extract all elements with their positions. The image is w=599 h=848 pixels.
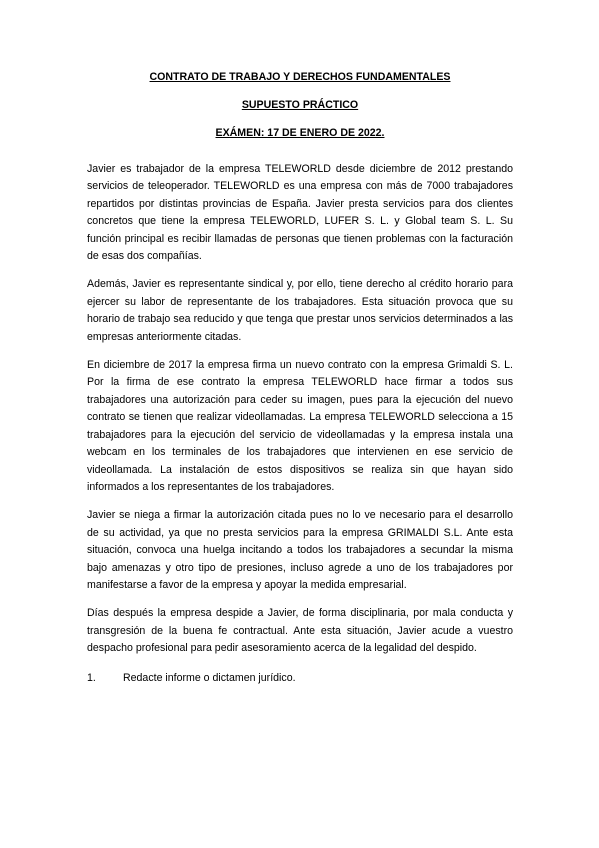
- paragraph-2: Además, Javier es representante sindical y, por ello, tiene derecho al crédito horario para ejercer su labor de representante de los trabajadores. Esta situación provoca que su horario de trabajo sea reducido y que tenga que prestar unos servicios determinados a las empresas anteriormente citadas.: [87, 278, 513, 343]
- paragraph-1: Javier es trabajador de la empresa TELEWORLD desde diciembre de 2012 prestando servicios de teleoperador. TELEWORLD es una empresa con más de 7000 trabajadores repartidos por distintas provincias de España. Javier presta servicios para dos clientes concretos que tiene la empresa TELEWORLD, LUFER S. L. y Global team S. L. Su función principal es recibir llamadas de personas que tienen problemas con la facturación de esas dos compañías.: [87, 163, 513, 263]
- task-text: Redacte informe o dictamen jurídico.: [123, 671, 296, 684]
- document-subtitle: SUPUESTO PRÁCTICO: [241, 99, 359, 111]
- task-number: 1.: [87, 671, 96, 684]
- document-body: [87, 68, 513, 687]
- paragraph-4: Javier se niega a firmar la autorización citada pues no lo ve necesario para el desarrollo de su actividad, ya que no presta servicios para la empresa GRIMALDI S.L. Ante esta situación, convoca una huelga incitando a todos los trabajadores a secundar la misma bajo amenazas y otro tipo de presiones, incluso agrede a uno de los trabajadores por manifestarse a favor de la empresa y apoyar la medida empresarial.: [87, 509, 513, 591]
- paragraph-3: En diciembre de 2017 la empresa firma un nuevo contrato con la empresa Grimaldi S. L. Por la firma de ese contrato la empresa TELEWORLD hace firmar a todos sus trabajadores una autorización para ceder su imagen, pues para la ejecución del nuevo contrato se tienen que realizar videollamadas. La empresa TELEWORLD selecciona a 15 trabajadores para la ejecución del servicio de videollamadas y la empresa instala una webcam en los terminales de los trabajadores que intervienen en ese servicio de videollamada. La instalación de estos dispositivos se realiza sin que hayan sido informados a los representantes de los trabajadores.: [87, 359, 513, 493]
- paragraph-5: Días después la empresa despide a Javier, de forma disciplinaria, por mala conducta y transgresión de la buena fe contractual. Ante esta situación, Javier acude a vuestro despacho profesional para pedir asesoramiento acerca de la legalidad del despido.: [87, 607, 513, 655]
- task-list: [87, 670, 513, 687]
- task-item: [87, 670, 513, 687]
- exam-date: EXÁMEN: 17 DE ENERO DE 2022.: [215, 127, 385, 139]
- document-title: CONTRATO DE TRABAJO Y DERECHOS FUNDAMENTALES: [149, 71, 451, 83]
